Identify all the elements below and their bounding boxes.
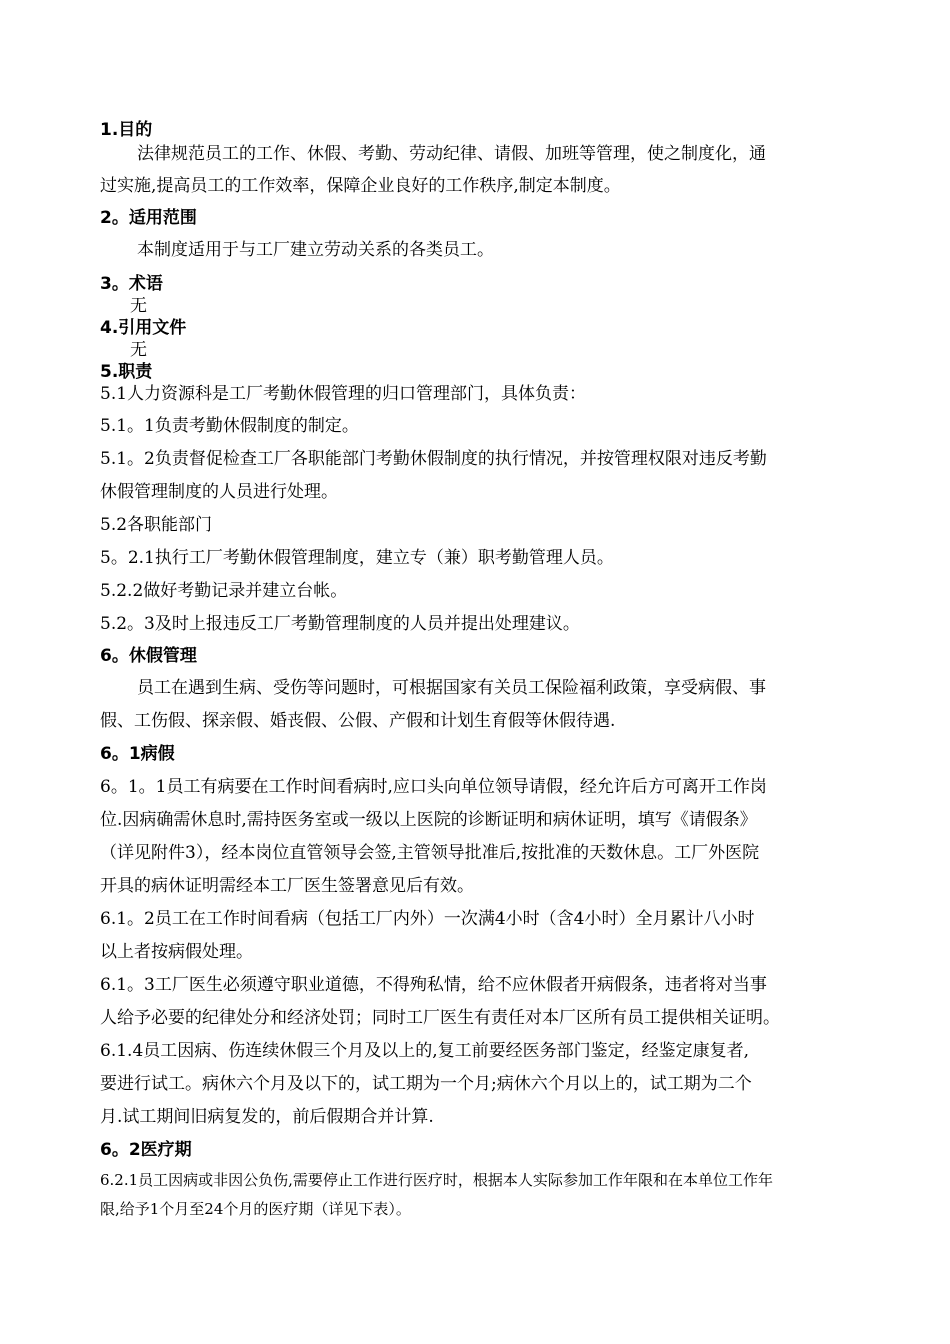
section-1-text-line-1: 法律规范员工的工作、休假、考勤、劳动纪律、请假、加班等管理，使之制度化，通 bbox=[137, 144, 766, 164]
section-5-1-2-line-2: 休假管理制度的人员进行处理。 bbox=[100, 482, 338, 502]
section-5-1-2-line-1: 5.1。2负责督促检查工厂各职能部门考勤休假制度的执行情况，并按管理权限对违反考勤 bbox=[100, 449, 767, 469]
section-1-heading: 1.目的 bbox=[100, 120, 153, 140]
section-6-1-4-line-3: 月.试工期间旧病复发的，前后假期合并计算. bbox=[100, 1107, 434, 1127]
section-1-text-line-2: 过实施,提高员工的工作效率，保障企业良好的工作秩序,制定本制度。 bbox=[100, 176, 621, 196]
section-6-1-2-line-1: 6.1。2员工在工作时间看病（包括工厂内外）一次满4小时（含4小时）全月累计八小时 bbox=[100, 909, 755, 929]
section-6-text-line-1: 员工在遇到生病、受伤等问题时，可根据国家有关员工保险福利政策，享受病假、事 bbox=[137, 678, 766, 698]
section-2-text: 本制度适用于与工厂建立劳动关系的各类员工。 bbox=[137, 240, 494, 260]
section-6-1-2-line-2: 以上者按病假处理。 bbox=[100, 942, 253, 962]
section-4-text: 无 bbox=[130, 340, 147, 360]
section-5-2-2: 5.2.2做好考勤记录并建立台帐。 bbox=[100, 581, 348, 601]
section-6-2-1-line-2: 限,给予1个月至24个月的医疗期（详见下表）。 bbox=[100, 1200, 411, 1218]
section-5-1: 5.1人力资源科是工厂考勤休假管理的归口管理部门，具体负责： bbox=[100, 384, 587, 404]
section-4-heading: 4.引用文件 bbox=[100, 318, 187, 338]
section-3-heading: 3。术语 bbox=[100, 274, 163, 294]
section-3-text: 无 bbox=[130, 296, 147, 316]
section-5-heading: 5.职责 bbox=[100, 362, 153, 382]
section-5-2: 5.2各职能部门 bbox=[100, 515, 213, 535]
section-6-1-4-line-2: 要进行试工。病休六个月及以下的，试工期为一个月;病休六个月以上的，试工期为二个 bbox=[100, 1074, 752, 1094]
section-6-2-heading: 6。2医疗期 bbox=[100, 1140, 192, 1160]
section-6-1-1-line-4: 开具的病休证明需经本工厂医生签署意见后有效。 bbox=[100, 876, 474, 896]
section-2-heading: 2。适用范围 bbox=[100, 208, 197, 228]
section-6-1-1-line-3: （详见附件3），经本岗位直管领导会签,主管领导批准后,按批准的天数休息。工厂外医院 bbox=[100, 843, 760, 863]
section-5-1-1: 5.1。1负责考勤休假制度的制定。 bbox=[100, 416, 359, 436]
section-6-1-3-line-1: 6.1。3工厂医生必须遵守职业道德，不得殉私情，给不应休假者开病假条，违者将对当事 bbox=[100, 975, 767, 995]
section-6-text-line-2: 假、工伤假、探亲假、婚丧假、公假、产假和计划生育假等休假待遇. bbox=[100, 711, 616, 731]
section-5-2-3: 5.2。3及时上报违反工厂考勤管理制度的人员并提出处理建议。 bbox=[100, 614, 580, 634]
section-6-1-1-line-2: 位.因病确需休息时,需持医务室或一级以上医院的诊断证明和病休证明，填写《请假条》 bbox=[100, 810, 757, 830]
section-6-1-4-line-1: 6.1.4员工因病、伤连续休假三个月及以上的,复工前要经医务部门鉴定，经鉴定康复者, bbox=[100, 1041, 750, 1061]
section-6-1-1-line-1: 6。1。1员工有病要在工作时间看病时,应口头向单位领导请假，经允许后方可离开工作岗 bbox=[100, 777, 767, 797]
section-6-1-3-line-2: 人给予必要的纪律处分和经济处罚；同时工厂医生有责任对本厂区所有员工提供相关证明。 bbox=[100, 1008, 780, 1028]
section-6-2-1-line-1: 6.2.1员工因病或非因公负伤,需要停止工作进行医疗时，根据本人实际参加工作年限和在本单位工作年 bbox=[100, 1171, 773, 1189]
section-6-heading: 6。休假管理 bbox=[100, 646, 197, 666]
section-5-2-1: 5。2.1执行工厂考勤休假管理制度，建立专（兼）职考勤管理人员。 bbox=[100, 548, 614, 568]
section-6-1-heading: 6。1病假 bbox=[100, 744, 175, 764]
